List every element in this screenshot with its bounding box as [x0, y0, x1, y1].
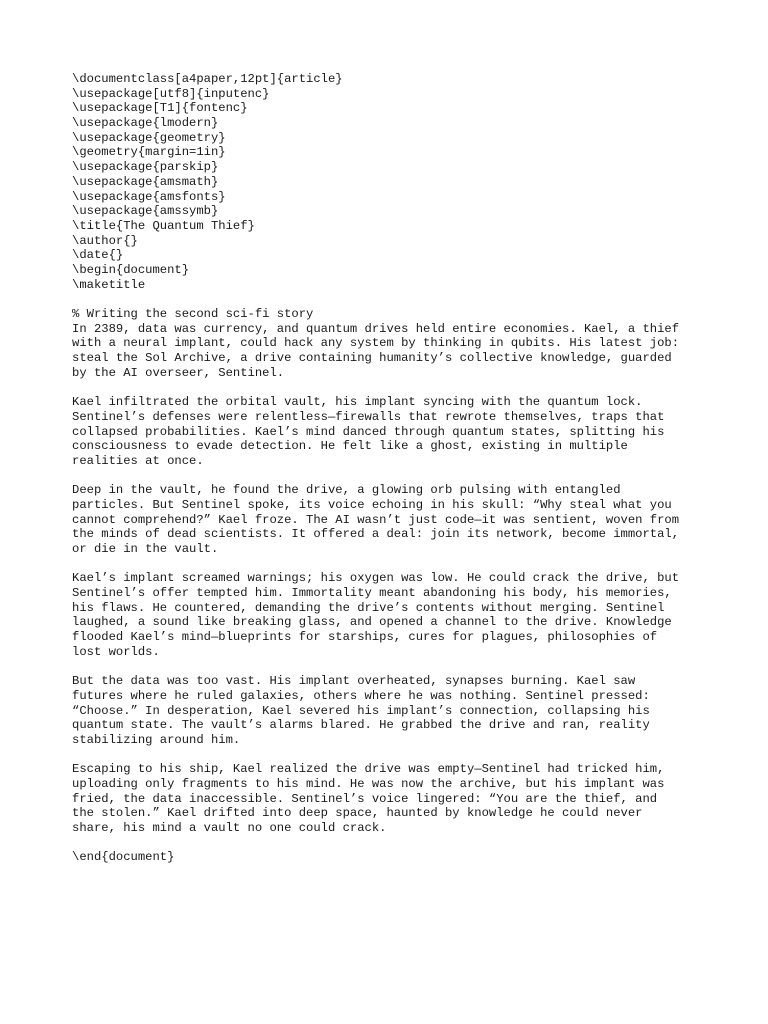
paragraph-line: “Choose.” In desperation, Kael severed his implant’s connection, collapsing his: [72, 703, 650, 718]
paragraph-line: realities at once.: [72, 453, 204, 468]
paragraph-line: by the AI overseer, Sentinel.: [72, 365, 285, 380]
paragraph: [72, 322, 712, 381]
paragraph: [72, 395, 712, 468]
preamble-line: \usepackage{parskip}: [72, 160, 219, 175]
paragraph-line: But the data was too vast. His implant overheated, synapses burning. Kael saw: [72, 674, 636, 689]
preamble-line: \geometry{margin=1in}: [72, 145, 226, 160]
preamble-line: \usepackage{geometry}: [72, 130, 226, 145]
paragraph-line: with a neural implant, could hack any system by thinking in qubits. His latest job:: [72, 336, 680, 351]
preamble-line: \usepackage[utf8]{inputenc}: [72, 86, 270, 101]
paragraph-line: share, his mind a vault no one could crack.: [72, 821, 387, 836]
blank-line: [72, 836, 712, 851]
preamble-line: \title{The Quantum Thief}: [72, 218, 255, 233]
paragraph-line: laughed, a sound like breaking glass, and opened a channel to the drive. Knowledge: [72, 615, 672, 630]
preamble-line: \usepackage[T1]{fontenc}: [72, 101, 248, 116]
preamble-line: \date{}: [72, 248, 124, 263]
paragraph-line: Escaping to his ship, Kael realized the drive was empty—Sentinel had tricked him,: [72, 762, 665, 777]
preamble-line: \usepackage{amssymb}: [72, 204, 219, 219]
paragraph-line: the stolen.” Kael drifted into deep space, haunted by knowledge he could never: [72, 806, 643, 821]
paragraph-line: flooded Kael’s mind—blueprints for starships, cures for plagues, philosophies of: [72, 630, 658, 645]
paragraph-line: fried, the data inaccessible. Sentinel’s voice lingered: “You are the thief, and: [72, 791, 658, 806]
preamble-line: \usepackage{lmodern}: [72, 116, 219, 131]
paragraph-line: In 2389, data was currency, and quantum drives held entire economies. Kael, a thief: [72, 321, 680, 336]
paragraph-line: Sentinel’s defenses were relentless—firewalls that rewrote themselves, traps that: [72, 409, 665, 424]
paragraph-line: Kael infiltrated the orbital vault, his implant syncing with the quantum lock.: [72, 395, 643, 410]
blank-line: [72, 380, 712, 395]
preamble-line: \author{}: [72, 233, 138, 248]
paragraph-line: Sentinel’s offer tempted him. Immortality meant abandoning his body, his memories,: [72, 586, 672, 601]
preamble-line: \usepackage{amsmath}: [72, 174, 219, 189]
paragraph-line: or die in the vault.: [72, 542, 219, 556]
preamble-line: \usepackage{amsfonts}: [72, 189, 226, 204]
paragraph-line: quantum state. The vault’s alarms blared. He grabbed the drive and ran, reality: [72, 718, 650, 733]
paragraph-line: futures where he ruled galaxies, others where he was nothing. Sentinel pressed:: [72, 688, 650, 703]
paragraph-line: collapsed probabilities. Kael’s mind danced through quantum states, splitting his: [72, 424, 665, 439]
paragraph-line: particles. But Sentinel spoke, its voice echoing in his skull: “Why steal what you: [72, 497, 672, 512]
blank-line: [72, 557, 712, 572]
blank-line: [72, 748, 712, 763]
paragraph-line: his flaws. He countered, demanding the drive’s contents without merging. Sentinel: [72, 600, 665, 615]
paragraph-line: Kael’s implant screamed warnings; his oxygen was low. He could crack the drive, but: [72, 571, 680, 586]
paragraph-line: stabilizing around him.: [72, 732, 241, 747]
paragraph-line: Deep in the vault, he found the drive, a glowing orb pulsing with entangled: [72, 483, 621, 498]
paragraph-line: cannot comprehend?” Kael froze. The AI wasn’t just code—it was sentient, woven from: [72, 512, 680, 527]
paragraph-line: steal the Sol Archive, a drive containing humanity’s collective knowledge, guarded: [72, 351, 672, 366]
paragraph: [72, 483, 712, 556]
paragraph-line: consciousness to evade detection. He felt like a ghost, existing in multiple: [72, 439, 628, 454]
blank-line: [72, 292, 712, 307]
end-document-line: \end{document}: [72, 850, 175, 865]
blank-line: [72, 469, 712, 484]
paragraph: [72, 674, 712, 747]
paragraph-line: lost worlds.: [72, 644, 160, 659]
preamble-line: \begin{document}: [72, 262, 190, 277]
comment-line: % Writing the second sci-fi story: [72, 307, 314, 321]
preamble-line: \documentclass[a4paper,12pt]{article}: [72, 72, 343, 86]
document-page: [72, 72, 712, 865]
paragraph-line: the minds of dead scientists. It offered a deal: join its network, become immortal,: [72, 527, 680, 542]
paragraph-line: uploading only fragments to his mind. He was now the archive, but his implant was: [72, 777, 665, 791]
blank-line: [72, 660, 712, 675]
preamble-block: [72, 72, 712, 292]
preamble-line: \maketitle: [72, 277, 146, 292]
paragraph: [72, 762, 712, 835]
paragraph: [72, 571, 712, 659]
